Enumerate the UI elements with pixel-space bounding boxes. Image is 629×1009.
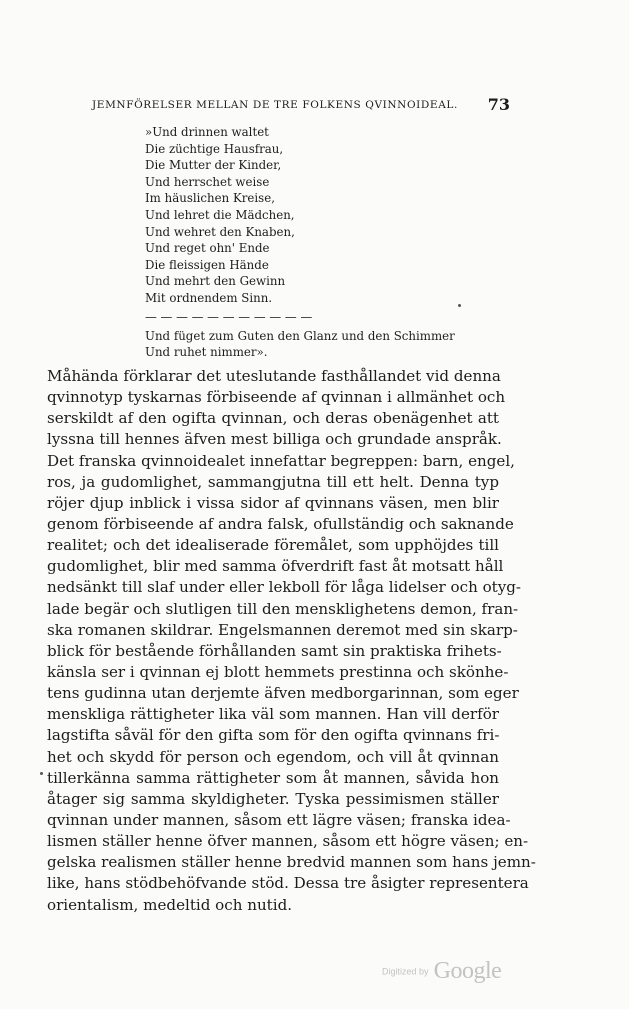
- body-line: het och skydd för person och egendom, och vill åt qvinnan: [47, 747, 499, 766]
- quote-line: »Und drinnen waltet: [145, 125, 269, 139]
- quote-line: Die fleissigen Hände: [145, 257, 269, 272]
- body-line: lismen ställer henne öfver mannen, såsom ett högre väsen; en-: [47, 832, 529, 851]
- quote-line: Mit ordnendem Sinn.: [145, 290, 273, 305]
- body-line: ros, ja gudomlighet, sammangjutna till ett helt. Denna typ: [47, 472, 499, 491]
- body-line: realitet; och det idealiserade föremålet, som upphöjdes till: [47, 536, 499, 555]
- body-line: tens gudinna utan derjemte äfven medborgarinnan, som eger: [47, 684, 519, 703]
- body-line: Måhända förklarar det uteslutande fasthållandet vid denna: [47, 367, 501, 385]
- body-line: tillerkänna samma rättigheter som åt mannen, såvida hon: [47, 768, 499, 787]
- page-number: 73: [487, 95, 510, 114]
- body-line: menskliga rättigheter lika väl som mannen. Han vill derför: [47, 705, 499, 724]
- body-line: like, hans stödbehöfvande stöd. Dessa tre åsigter representera: [47, 874, 529, 893]
- body-line: gudomlighet, blir med samma öfverdrift fast åt motsatt håll: [47, 557, 504, 576]
- running-header: [92, 95, 510, 113]
- quote-line: Die züchtige Hausfrau,: [145, 141, 284, 156]
- body-line: röjer djup inblick i vissa sidor af qvinnans väsen, men blir: [47, 493, 499, 512]
- verse-quote: [145, 124, 455, 361]
- running-title: JEMNFÖRELSER MELLAN DE TRE FOLKENS QVINNOIDEAL.: [92, 99, 458, 111]
- body-line: lagstifta såväl för den gifta som för den ogifta qvinnans fri-: [47, 726, 500, 745]
- body-line: lyssna till hennes äfven mest billiga och grundade anspråk.: [47, 430, 502, 449]
- quote-line: Die Mutter der Kinder,: [145, 158, 282, 173]
- body-line: känsla ser i qvinnan ej blott hemmets prestinna och skönhe-: [47, 662, 509, 681]
- digitized-label: Digitized by: [382, 966, 429, 977]
- ink-speck: [40, 772, 43, 775]
- body-line: blick för bestående förhållanden samt sin praktiska frihets-: [47, 641, 502, 660]
- body-line: nedsänkt till slaf under eller lekboll för låga lidelser och otyg-: [47, 578, 522, 597]
- google-logo-text: Google: [433, 958, 502, 984]
- quote-tail-line: Und ruhet nimmer».: [145, 345, 268, 360]
- quote-line: Und wehret den Knaben,: [145, 224, 295, 239]
- ink-speck: [458, 304, 461, 307]
- body-line: gelska realismen ställer henne bredvid mannen som hans jemn-: [47, 853, 536, 872]
- quote-line: Und lehret die Mädchen,: [145, 207, 295, 222]
- body-paragraph: [47, 366, 536, 916]
- ellipsis-dashes: — — — — — — — — — — —: [145, 309, 313, 324]
- body-line: Det franska qvinnoidealet innefattar begreppen: barn, engel,: [47, 451, 515, 470]
- body-line: serskildt af den ogifta qvinnan, och deras obenägenhet att: [47, 409, 499, 428]
- quote-line: Und mehrt den Gewinn: [145, 274, 286, 289]
- body-line: åtager sig samma skyldigheter. Tyska pessimismen ställer: [47, 789, 499, 808]
- body-line: qvinnotyp tyskarnas förbiseende af qvinnan i allmänhet och: [47, 388, 506, 407]
- quote-tail-line: Und füget zum Guten den Glanz und den Schimmer: [145, 328, 455, 343]
- body-line: ska romanen skildrar. Engelsmannen deremot med sin skarp-: [47, 620, 518, 639]
- body-line: genom förbiseende af andra falsk, ofullständig och saknande: [47, 514, 514, 533]
- body-line: orientalism, medeltid och nutid.: [47, 895, 293, 914]
- body-line: qvinnan under mannen, såsom ett lägre väsen; franska idea-: [47, 810, 511, 829]
- quote-line: Und reget ohn' Ende: [145, 241, 270, 256]
- body-line: lade begär och slutligen till den mensklighetens demon, fran-: [47, 599, 519, 618]
- digitized-by-google-watermark: [382, 958, 501, 985]
- quote-line: Im häuslichen Kreise,: [145, 191, 275, 206]
- quote-line: Und herrschet weise: [145, 174, 270, 189]
